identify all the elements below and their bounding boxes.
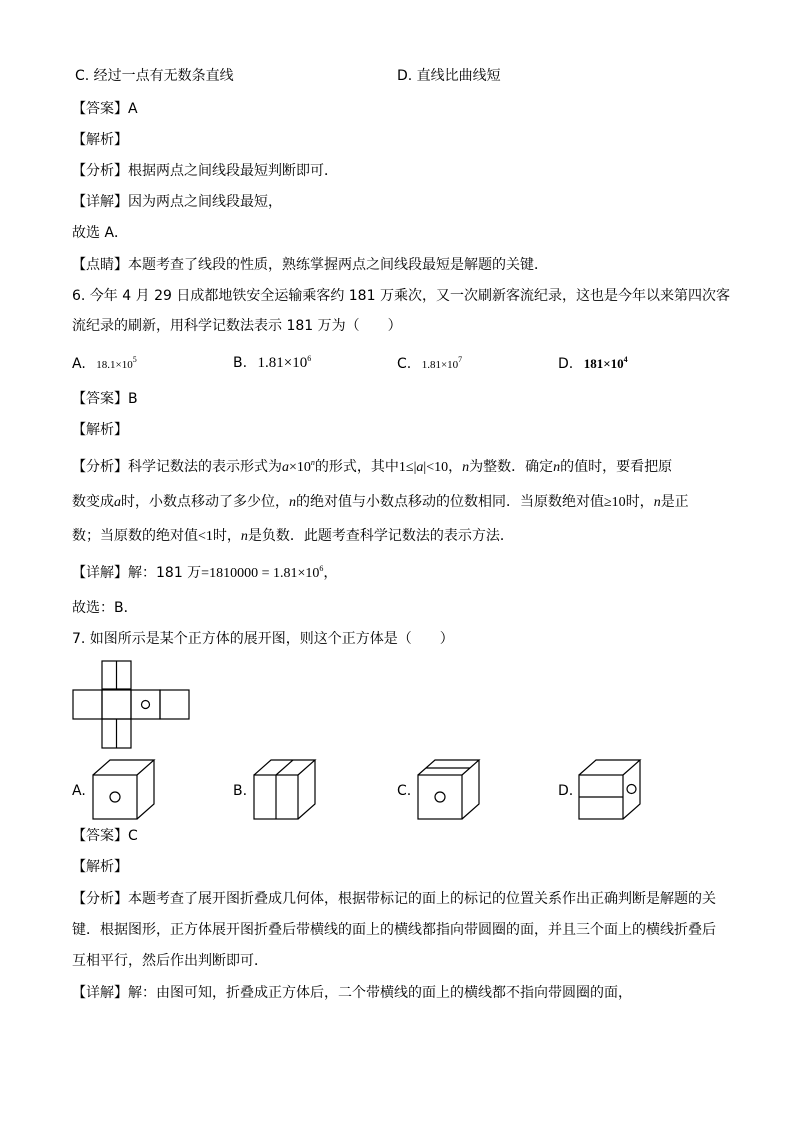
text: 解：由图可知，折叠成正方体后，二个带横线的面上的横线都不指向带圆圈的面，	[128, 985, 632, 1001]
text: ，	[448, 459, 463, 475]
mantissa: 1.81×10	[257, 355, 308, 371]
exponent: 4	[623, 355, 628, 364]
q5-xiangjie-line	[72, 192, 282, 212]
text: 的绝对值与小数点移动的位数相同．当原数绝对值	[296, 494, 604, 510]
q5-option-c: C. 经过一点有无数条直线	[75, 68, 234, 84]
q6-answer: B	[128, 391, 138, 407]
text: ≥10	[604, 495, 626, 510]
text: 数；当原数的绝对值	[72, 528, 198, 544]
q7-fenxi-line1	[72, 889, 716, 909]
q7-option-c-label: C.	[397, 783, 412, 799]
q6-stem-line1: 6. 今年 4 月 29 日成都地铁安全运输乘客约 181 万乘次，又一次刷新客流纪录，这也是今年以来第四次客	[72, 288, 730, 304]
q5-dianqing-line	[72, 255, 548, 275]
q5-fenxi-line	[72, 161, 338, 181]
text: 本题考查了展开图折叠成几何体，根据带标记的面上的标记的位置关系作出正确判断是解题的关	[128, 891, 716, 907]
q5-xiangjie: 因为两点之间线段最短，	[128, 194, 282, 210]
q6-option-b	[233, 353, 311, 373]
cube-option-a	[90, 758, 160, 822]
var-n: n	[653, 495, 661, 510]
q6-analysis-tag: 【解析】	[72, 422, 128, 438]
text: 时，小数点移动了多少位，	[121, 494, 289, 510]
q7-answer: C	[128, 828, 138, 844]
text: 数变成	[72, 494, 114, 510]
text: 的形式，其中	[314, 459, 399, 475]
xiangjie-tag: 【详解】	[72, 565, 128, 581]
mantissa: 18.1×10	[96, 359, 133, 371]
dianqing-tag: 【点睛】	[72, 257, 128, 273]
text: 时，	[212, 528, 241, 544]
var-n: n	[240, 529, 248, 544]
mantissa: 181×10	[583, 356, 624, 371]
var-n: n	[289, 495, 296, 510]
q6-choose: 故选：B．	[72, 600, 138, 616]
xiangjie-tag: 【详解】	[72, 985, 128, 1001]
exponent: 6	[319, 564, 324, 573]
q6-fenxi-line3	[72, 526, 514, 547]
q7-option-b-label: B.	[233, 783, 248, 799]
var-a: a	[282, 460, 289, 475]
option-label: A.	[72, 356, 86, 372]
q6-option-d	[558, 354, 628, 374]
q5-answer-line	[72, 99, 138, 119]
cube-option-b	[251, 758, 321, 822]
q7-option-a-label: A.	[72, 783, 86, 799]
text: 科学记数法的表示形式为	[128, 459, 282, 475]
text: ，	[323, 565, 338, 581]
answer-tag: 【答案】	[72, 828, 128, 844]
q6-fenxi-line1	[72, 457, 672, 478]
q7-option-d-label: D.	[558, 783, 574, 799]
exponent: 7	[458, 355, 463, 364]
text: <1	[198, 529, 213, 544]
text: =1810000 = 1.81×10	[201, 566, 320, 581]
text: 的值时，要看把原	[560, 459, 673, 475]
xiangjie-tag: 【详解】	[72, 194, 128, 210]
q6-option-c	[397, 354, 462, 375]
answer-tag: 【答案】	[72, 101, 128, 117]
cube-option-d	[576, 758, 646, 822]
text: 是正	[660, 494, 689, 510]
var-a: a	[416, 460, 424, 475]
var-a: a	[114, 495, 121, 510]
q5-dianqing: 本题考查了线段的性质，熟练掌握两点之间线段最短是解题的关键．	[128, 257, 548, 273]
text: 1≤|	[398, 460, 417, 475]
option-label: C.	[397, 356, 412, 372]
exponent: n	[310, 458, 315, 467]
q5-fenxi: 根据两点之间线段最短判断即可．	[128, 163, 338, 179]
fenxi-tag: 【分析】	[72, 891, 128, 907]
text: 时，	[625, 494, 654, 510]
text: 为整数．确定	[469, 459, 554, 475]
option-label: B.	[233, 355, 248, 371]
q6-answer-line	[72, 389, 138, 409]
exponent: 6	[307, 354, 312, 363]
q6-option-a	[72, 354, 137, 375]
q6-xiangjie-line	[72, 563, 337, 584]
var-n: n	[553, 460, 561, 475]
q5-answer: A	[128, 101, 138, 117]
option-value	[421, 355, 463, 371]
q7-fenxi-line3: 互相平行，然后作出判断即可．	[72, 953, 268, 969]
cube-net-figure	[72, 660, 192, 750]
q5-analysis-tag: 【解析】	[72, 132, 128, 148]
q5-choose: 故选 A．	[72, 225, 129, 241]
option-value	[258, 355, 312, 371]
option-label: D.	[558, 356, 574, 372]
q7-stem: 7. 如图所示是某个正方体的展开图，则这个正方体是（ ）	[72, 631, 454, 647]
q7-fenxi-line2: 键．根据图形，正方体展开图折叠后带横线的面上的横线都指向带圆圈的面，并且三个面上的横线折叠后	[72, 922, 716, 938]
fenxi-tag: 【分析】	[72, 163, 128, 179]
fenxi-tag: 【分析】	[72, 459, 128, 475]
text: 解：181 万	[128, 565, 202, 581]
option-value	[584, 356, 628, 371]
mantissa: 1.81×10	[421, 359, 459, 371]
text: ×10	[289, 460, 311, 475]
q7-xiangjie-line	[72, 983, 632, 1003]
q5-option-d: D. 直线比曲线短	[397, 68, 501, 84]
q7-answer-line	[72, 826, 138, 846]
exponent: 5	[132, 355, 137, 364]
text: 是负数．此题考查科学记数法的表示方法．	[247, 528, 514, 544]
var-n: n	[462, 460, 470, 475]
q6-fenxi-line2	[72, 492, 689, 513]
q6-stem-line2: 流纪录的刷新，用科学记数法表示 181 万为（ ）	[72, 318, 402, 334]
option-value	[96, 355, 137, 371]
answer-tag: 【答案】	[72, 391, 128, 407]
q7-analysis-tag: 【解析】	[72, 859, 128, 875]
cube-option-c	[415, 758, 485, 822]
text: |<10	[423, 460, 449, 475]
